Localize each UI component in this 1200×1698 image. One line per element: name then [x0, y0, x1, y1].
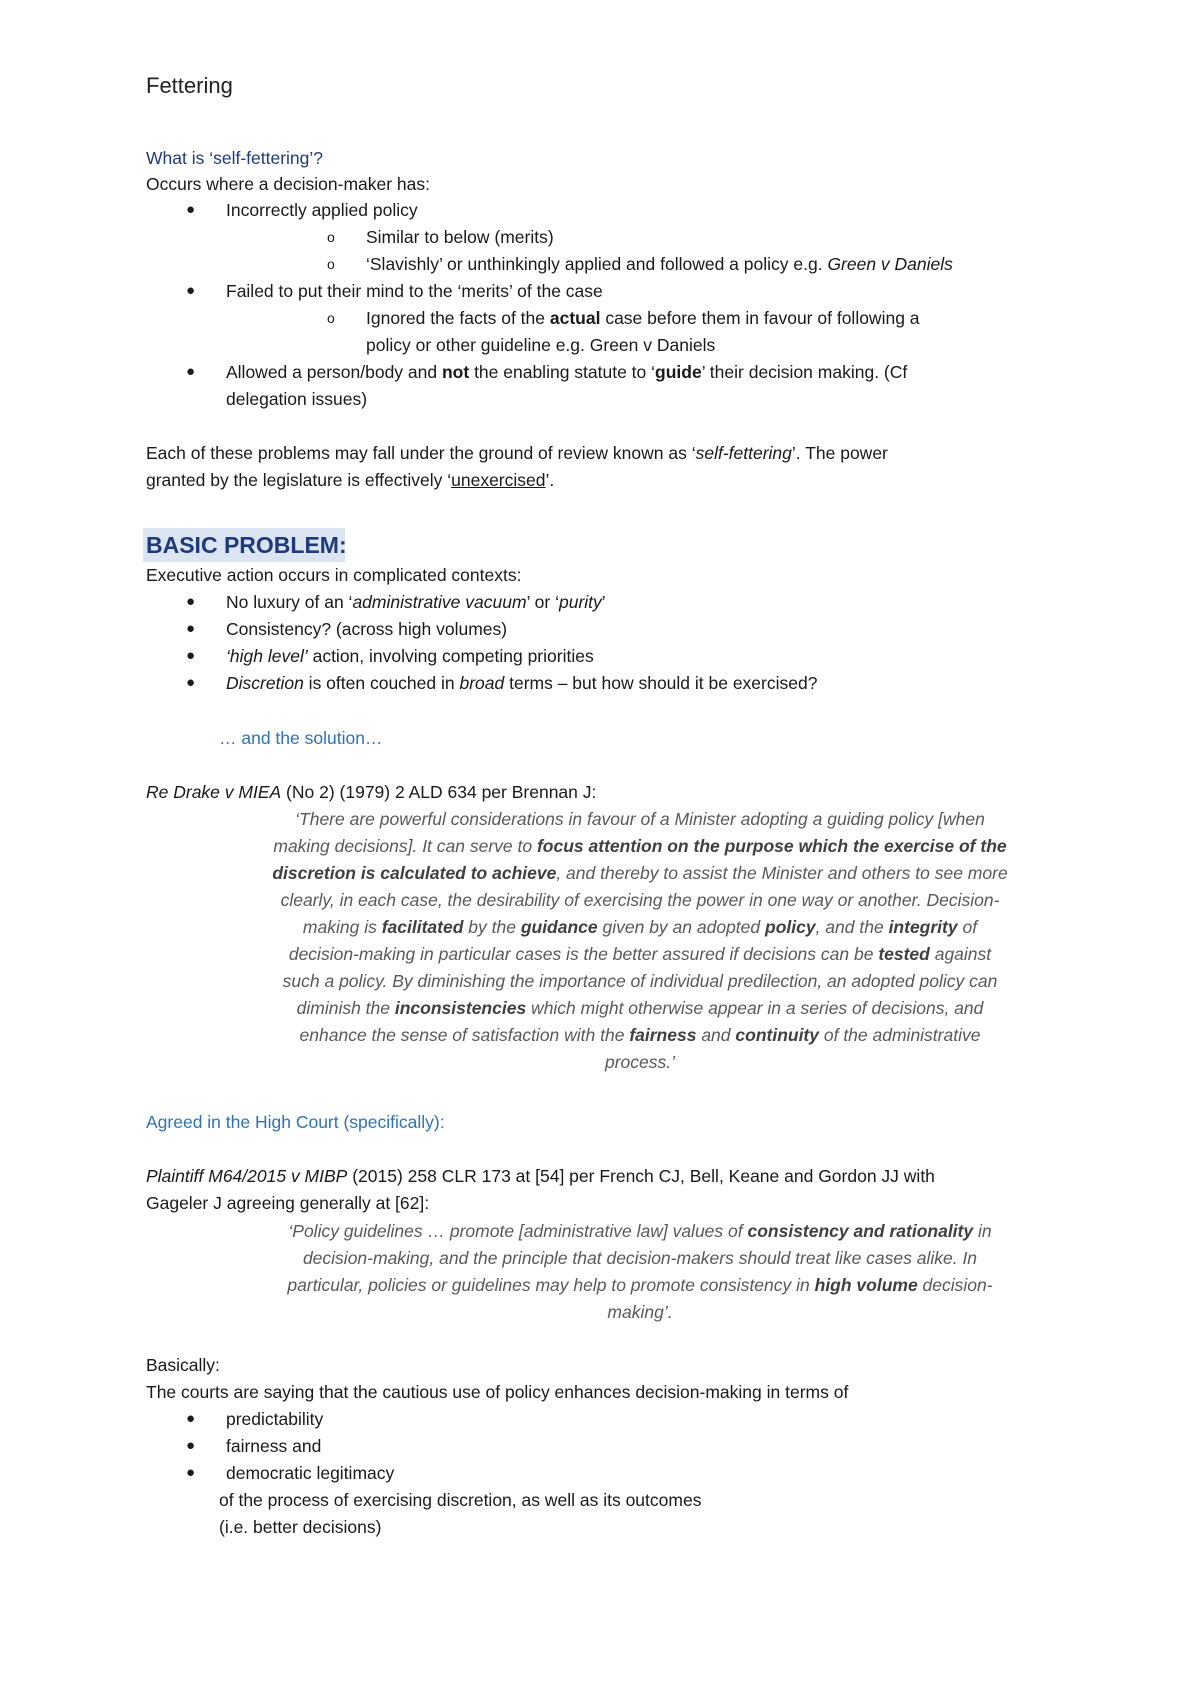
section1-summary-line2: granted by the legislature is effectively ‘unexercised’. [146, 470, 555, 490]
case1-quote-line7: such a policy. By diminishing the importance of individual predilection, an adopted policy can [282, 971, 998, 991]
case1-quote-line8: diminish the inconsistencies which might otherwise appear in a series of decisions, and [296, 998, 984, 1018]
conclusion-bullet-1: predictability [226, 1409, 324, 1429]
conclusion-bullet-2: fairness and [226, 1436, 322, 1456]
basic-problem-heading: BASIC PROBLEM: [146, 532, 347, 558]
section1-sub-bullet-3: Ignored the facts of the actual case before them in favour of following a [366, 308, 920, 328]
section1-bullet-2: Failed to put their mind to the ‘merits’ of the case [226, 281, 603, 301]
section2-intro: Executive action occurs in complicated contexts: [146, 565, 522, 585]
case1-quote-line10: process.’ [604, 1052, 676, 1072]
bullet-icon: ● [186, 647, 196, 664]
case1-quote-line6: decision-making in particular cases is the better assured if decisions can be tested against [288, 944, 992, 964]
section2-bullet-1: No luxury of an ‘administrative vacuum’ or ‘purity’ [226, 592, 606, 612]
sub-bullet-icon: o [327, 256, 335, 272]
bullet-icon: ● [186, 282, 196, 299]
case1-quote-line9: enhance the sense of satisfaction with the fairness and continuity of the administrative [299, 1025, 981, 1045]
bullet-icon: ● [186, 1437, 196, 1454]
bullet-icon: ● [186, 363, 196, 380]
case2-quote-line3: particular, policies or guidelines may help to promote consistency in high volume decision- [287, 1275, 993, 1295]
case1-citation: Re Drake v MIEA (No 2) (1979) 2 ALD 634 per Brennan J: [146, 782, 597, 802]
page-title: Fettering [146, 73, 233, 98]
conclusion-label: Basically: [146, 1355, 220, 1375]
bullet-icon: ● [186, 1410, 196, 1427]
section1-summary-line1: Each of these problems may fall under the ground of review known as ‘self-fettering’. The power [146, 443, 888, 463]
self-fettering-question: What is ‘self-fettering’? [146, 148, 324, 168]
sub-bullet-icon: o [327, 310, 335, 326]
section2-bullet-2: Consistency? (across high volumes) [226, 619, 508, 639]
bullet-icon: ● [186, 674, 196, 691]
case1-quote-line2: making decisions]. It can serve to focus attention on the purpose which the exercise of the [273, 836, 1007, 856]
conclusion-bullet-3: democratic legitimacy [226, 1463, 395, 1483]
case1-quote-line5: making is facilitated by the guidance given by an adopted policy, and the integrity of [302, 917, 978, 937]
case2-quote-line1: ‘Policy guidelines … promote [administrative law] values of consistency and rationality in [288, 1221, 992, 1241]
case2-quote-line4: making’. [607, 1302, 673, 1322]
section1-bullet-3: Allowed a person/body and not the enabling statute to ‘guide’ their decision making. (Cf [226, 362, 908, 382]
section1-sub-bullet-3-line2: policy or other guideline e.g. Green v Daniels [366, 335, 716, 355]
case2-quote-line2: decision-making, and the principle that decision-makers should treat like cases alike. In [302, 1248, 978, 1268]
high-court-subheading: Agreed in the High Court (specifically): [146, 1112, 445, 1132]
solution-subheading: … and the solution… [219, 728, 383, 748]
section1-bullet-3-line2: delegation issues) [226, 389, 368, 409]
bullet-icon: ● [186, 201, 196, 218]
case1-quote-line4: clearly, in each case, the desirability of exercising the power in one way or another. Decision- [280, 890, 1000, 910]
bullet-icon: ● [186, 620, 196, 637]
sub-bullet-icon: o [327, 229, 335, 245]
case1-quote-line3: discretion is calculated to achieve, and thereby to assist the Minister and others to see more [272, 863, 1008, 883]
case2-citation-line2: Gageler J agreeing generally at [62]: [146, 1193, 430, 1213]
section2-bullet-4: Discretion is often couched in broad terms – but how should it be exercised? [226, 673, 818, 693]
bullet-icon: ● [186, 593, 196, 610]
section1-sub-bullet-2: ‘Slavishly’ or unthinkingly applied and followed a policy e.g. Green v Daniels [366, 254, 953, 274]
section1-bullet-1: Incorrectly applied policy [226, 200, 418, 220]
section2-bullet-3: ‘high level’ action, involving competing priorities [226, 646, 594, 666]
conclusion-after-line2: (i.e. better decisions) [219, 1517, 382, 1537]
case2-citation: Plaintiff M64/2015 v MIBP (2015) 258 CLR 173 at [54] per French CJ, Bell, Keane and Gordon JJ with [146, 1166, 935, 1186]
section1-intro: Occurs where a decision-maker has: [146, 174, 430, 194]
case1-quote-line1: ‘There are powerful considerations in favour of a Minister adopting a guiding policy [when [295, 809, 985, 829]
section1-sub-bullet-1: Similar to below (merits) [366, 227, 554, 247]
conclusion-text: The courts are saying that the cautious use of policy enhances decision-making in terms of [146, 1382, 849, 1402]
bullet-icon: ● [186, 1464, 196, 1481]
conclusion-after-line1: of the process of exercising discretion, as well as its outcomes [219, 1490, 702, 1510]
